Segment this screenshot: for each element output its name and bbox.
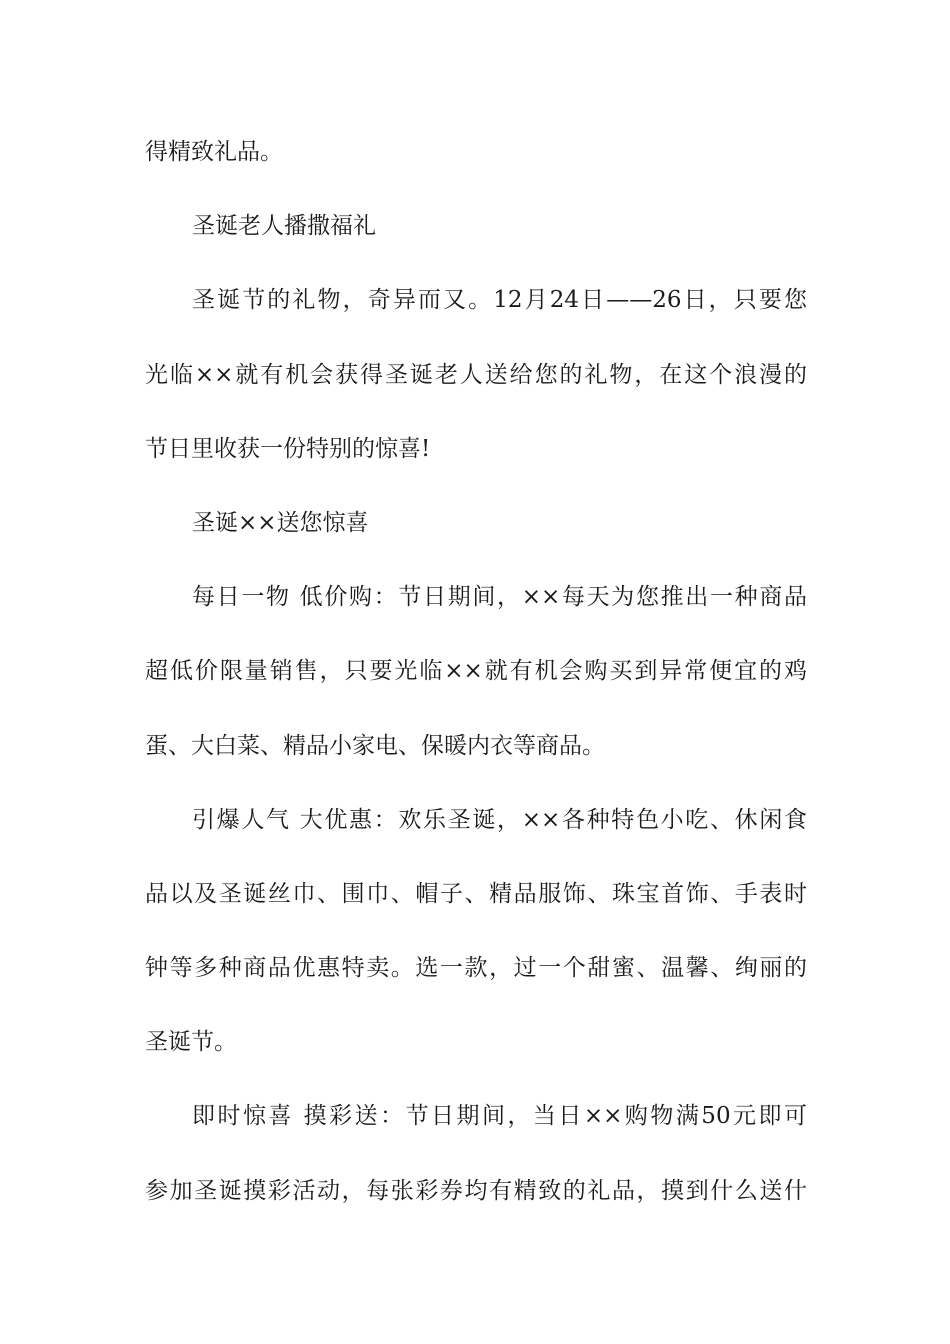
paragraph-line: 即时惊喜 摸彩送：节日期间，当日××购物满50元即可 — [192, 1103, 807, 1130]
paragraph-line: 光临××就有机会获得圣诞老人送给您的礼物，在这个浪漫的 — [145, 361, 807, 388]
document-body — [145, 124, 807, 1237]
paragraph-line: 每日一物 低价购：节日期间，××每天为您推出一种商品 — [192, 584, 807, 611]
paragraph-line: 圣诞节的礼物，奇异而又。12月24日——26日，只要您 — [192, 287, 807, 314]
paragraph-line: 品以及圣诞丝巾、围巾、帽子、精品服饰、珠宝首饰、手表时 — [145, 880, 807, 907]
paragraph-line: 参加圣诞摸彩活动，每张彩券均有精致的礼品，摸到什么送什 — [145, 1177, 807, 1204]
paragraph-line: 蛋、大白菜、精品小家电、保暖内衣等商品。 — [145, 732, 605, 759]
paragraph-line: 圣诞节。 — [145, 1029, 237, 1056]
paragraph-line: 超低价限量销售，只要光临××就有机会购买到异常便宜的鸡 — [145, 658, 807, 685]
paragraph-line: 得精致礼品。 — [145, 139, 283, 165]
section-heading: 圣诞老人播撒福礼 — [192, 213, 376, 240]
paragraph-line: 钟等多种商品优惠特卖。选一款，过一个甜蜜、温馨、绚丽的 — [145, 955, 807, 982]
paragraph-line: 引爆人气 大优惠：欢乐圣诞，××各种特色小吃、休闲食 — [192, 806, 807, 833]
section-heading: 圣诞××送您惊喜 — [192, 509, 369, 536]
paragraph-line: 节日里收获一份特别的惊喜! — [145, 435, 431, 462]
